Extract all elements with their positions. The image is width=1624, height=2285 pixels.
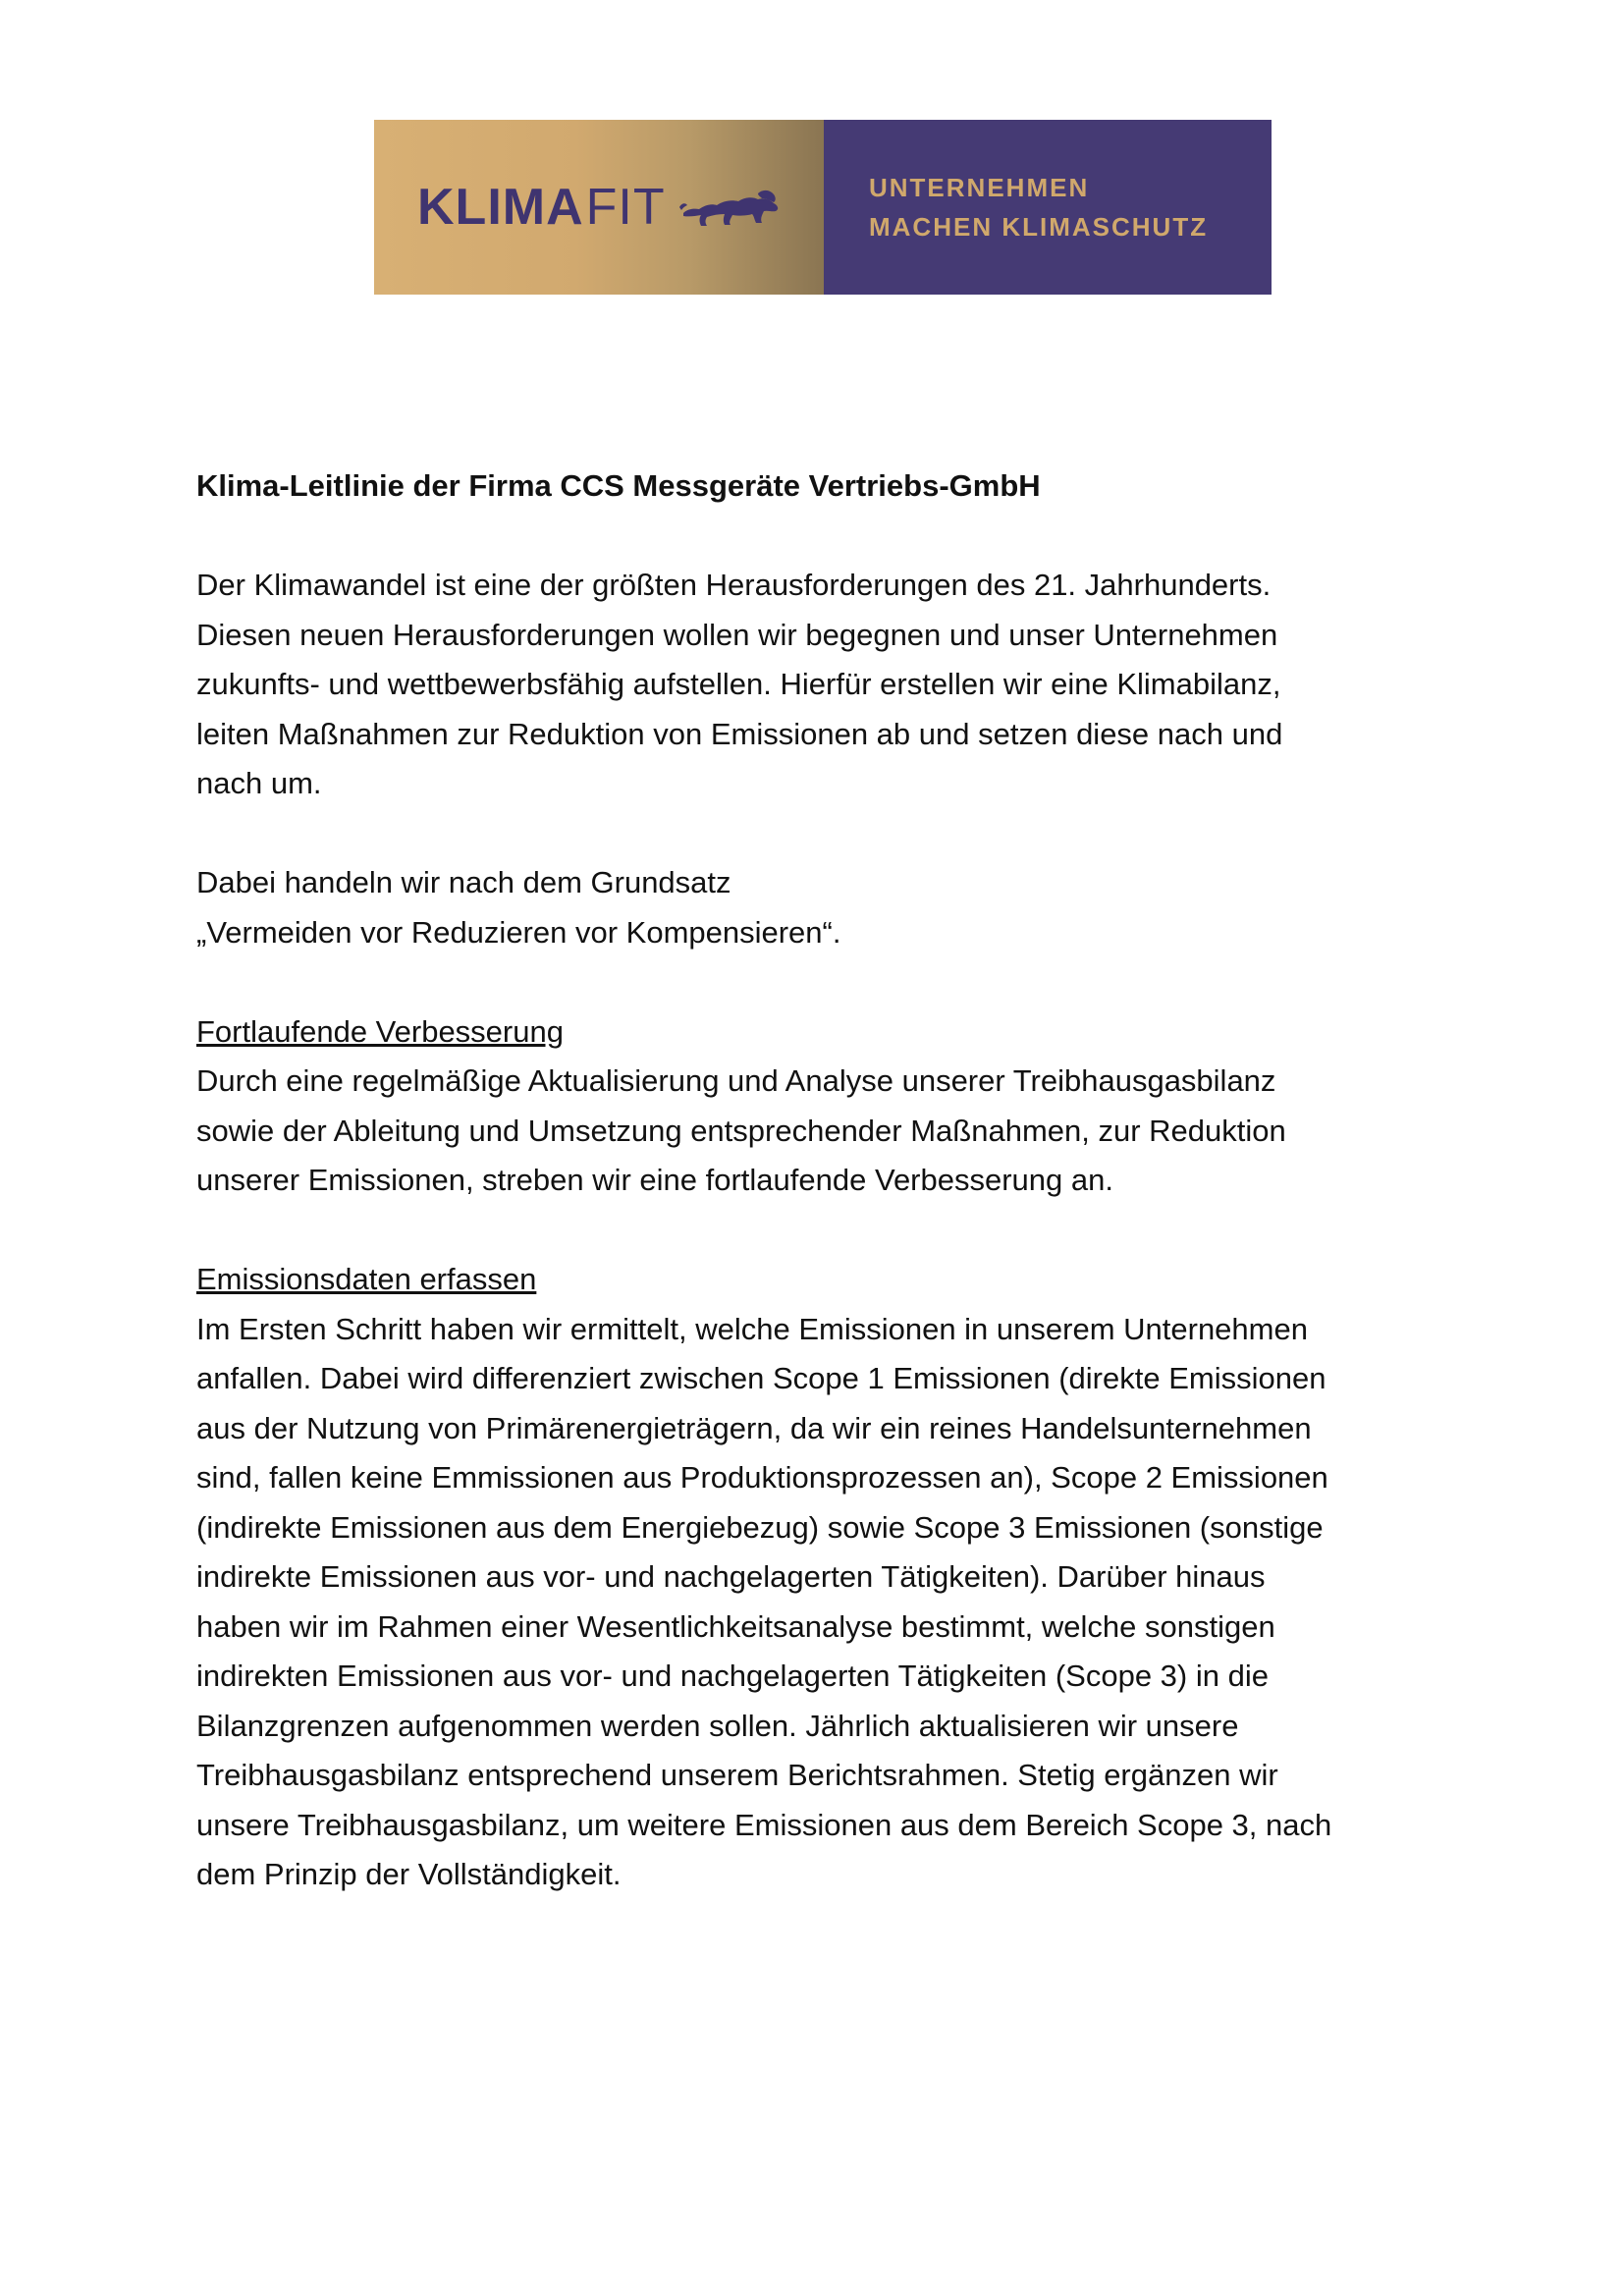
section-line: haben wir im Rahmen einer Wesentlichkeitsanalyse bestimmt, welche sonstigen <box>196 1608 1275 1644</box>
document-body <box>196 462 1453 1900</box>
section-line: Im Ersten Schritt haben wir ermittelt, welche Emissionen in unserem Unternehmen <box>196 1311 1308 1346</box>
logo-brand-bold: KLIMA <box>417 179 584 236</box>
principle-line: „Vermeiden vor Reduzieren vor Kompensieren“. <box>196 914 841 950</box>
intro-paragraph <box>196 561 1453 809</box>
section-line: Durch eine regelmäßige Aktualisierung und Analyse unserer Treibhausgasbilanz <box>196 1063 1276 1098</box>
section-emissions <box>196 1255 1453 1900</box>
spacer <box>196 1206 1453 1256</box>
section-line: indirekten Emissionen aus vor- und nachgelagerten Tätigkeiten (Scope 3) in die <box>196 1659 1269 1693</box>
section-line: aus der Nutzung von Primärenergieträgern, da wir ein reines Handelsunternehmen <box>196 1410 1312 1445</box>
intro-line: nach um. <box>196 766 322 800</box>
lion-icon <box>677 184 784 231</box>
section-improvement <box>196 1007 1453 1206</box>
principle-paragraph <box>196 858 1453 957</box>
section-line: sowie der Ableitung und Umsetzung entsprechender Maßnahmen, zur Reduktion <box>196 1113 1286 1148</box>
tagline-line-1: UNTERNEHMEN <box>869 173 1090 202</box>
tagline-panel <box>824 120 1272 295</box>
logo-panel <box>374 120 824 295</box>
section-heading-emissions: Emissionsdaten erfassen <box>196 1262 537 1296</box>
spacer <box>196 809 1453 859</box>
section-line: sind, fallen keine Emmissionen aus Produktionsprozessen an), Scope 2 Emissionen <box>196 1460 1328 1495</box>
section-heading-improvement: Fortlaufende Verbesserung <box>196 1013 564 1049</box>
section-line: Treibhausgasbilanz entsprechend unserem Berichtsrahmen. Stetig ergänzen wir <box>196 1758 1278 1792</box>
section-line: unsere Treibhausgasbilanz, um weitere Emissionen aus dem Bereich Scope 3, nach <box>196 1807 1332 1842</box>
klimafit-banner <box>374 120 1272 295</box>
section-line: indirekte Emissionen aus vor- und nachgelagerten Tätigkeiten). Darüber hinaus <box>196 1559 1266 1594</box>
section-line: anfallen. Dabei wird differenziert zwischen Scope 1 Emissionen (direkte Emissionen <box>196 1361 1326 1395</box>
principle-line: Dabei handeln wir nach dem Grundsatz <box>196 865 731 899</box>
tagline-line-2: MACHEN KLIMASCHUTZ <box>869 212 1209 242</box>
section-line: Bilanzgrenzen aufgenommen werden sollen. Jährlich aktualisieren wir unsere <box>196 1708 1239 1743</box>
intro-line: Der Klimawandel ist eine der größten Herausforderungen des 21. Jahrhunderts. <box>196 568 1272 602</box>
intro-line: Diesen neuen Herausforderungen wollen wir begegnen und unser Unternehmen <box>196 617 1278 652</box>
section-line: (indirekte Emissionen aus dem Energiebezug) sowie Scope 3 Emissionen (sonstige <box>196 1509 1324 1545</box>
intro-line: zukunfts- und wettbewerbsfähig aufstellen. Hierfür erstellen wir eine Klimabilanz, <box>196 667 1281 701</box>
document-title: Klima-Leitlinie der Firma CCS Messgeräte Vertriebs-GmbH <box>196 468 1041 503</box>
logo-brand-light: FIT <box>585 179 666 236</box>
intro-line: leiten Maßnahmen zur Reduktion von Emissionen ab und setzen diese nach und <box>196 716 1283 751</box>
spacer <box>196 957 1453 1007</box>
section-line: unserer Emissionen, streben wir eine fortlaufende Verbesserung an. <box>196 1163 1113 1197</box>
spacer <box>196 512 1453 562</box>
section-line: dem Prinzip der Vollständigkeit. <box>196 1857 622 1891</box>
